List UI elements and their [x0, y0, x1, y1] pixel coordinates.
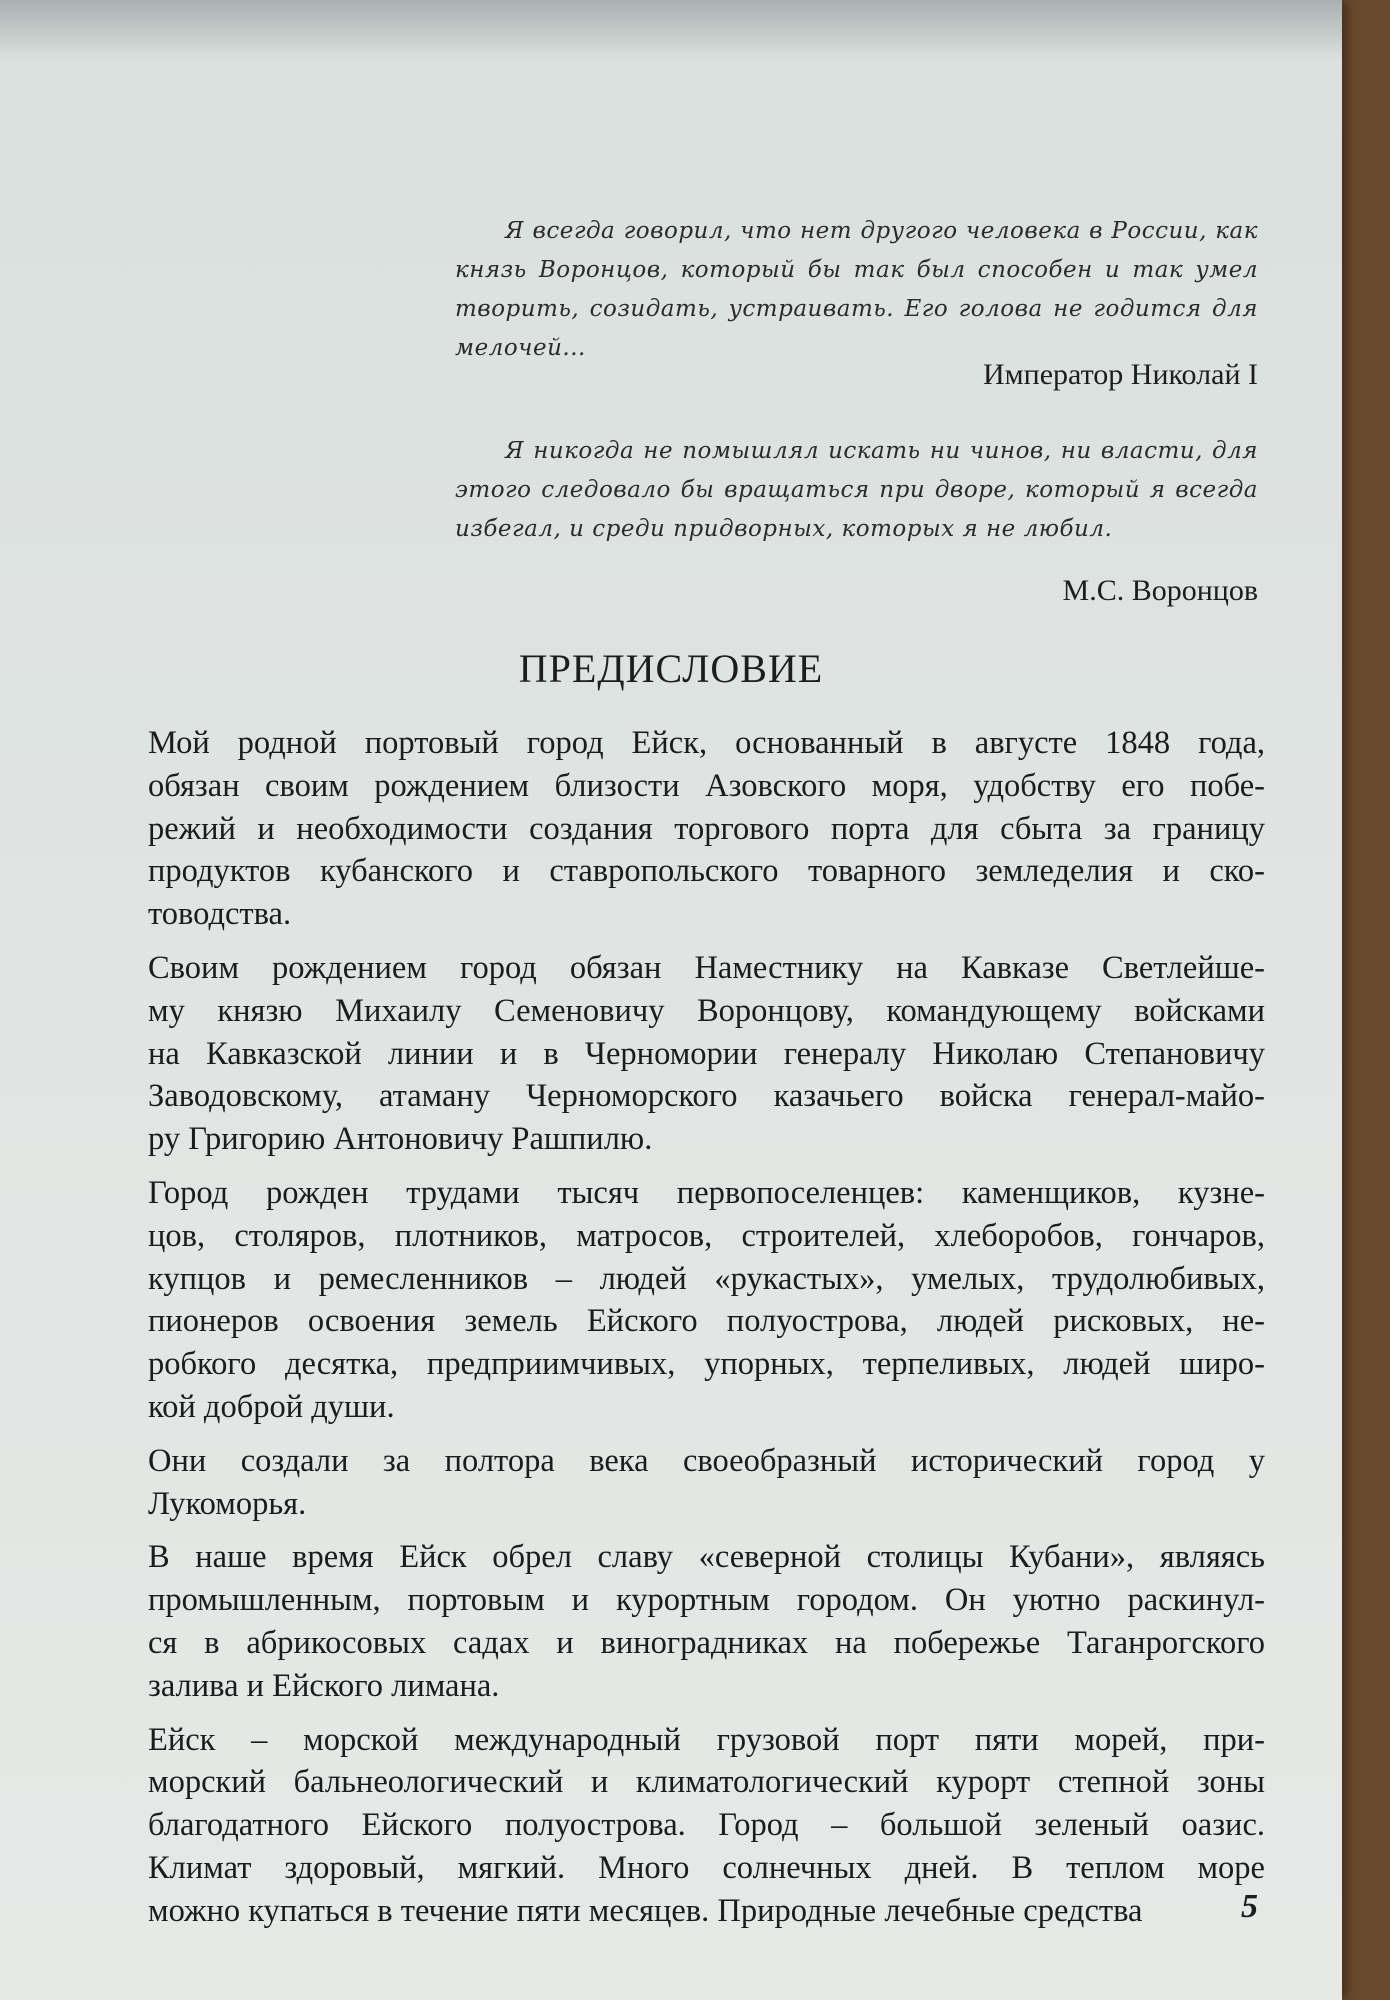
text-line: цов, столяров, плотников, матросов, строителей, хлеборобов, гончаров,: [148, 1217, 1265, 1254]
text-line: промышленным, портовым и курортным городом. Он уютно раскинул-: [148, 1582, 1265, 1619]
body-paragraph: [90, 1536, 1265, 1707]
epigraph-quote: [455, 212, 1258, 368]
text-line: можно купаться в течение пяти месяцев. Природные лечебные средства: [148, 1892, 1143, 1929]
text-line: ру Григорию Антоновичу Рашпилю.: [148, 1121, 653, 1158]
text-line: товодства.: [148, 896, 292, 933]
text-line: му князю Михаилу Семеновичу Воронцову, командующему войсками: [148, 992, 1265, 1029]
text-line: пионеров освоения земель Ейского полуострова, людей рисковых, не-: [148, 1303, 1265, 1340]
body-paragraph: [90, 947, 1265, 1161]
page-shadow: [0, 0, 1342, 60]
body-paragraph: [90, 1719, 1265, 1933]
text-line: Ейск – морской международный грузовой порт пяти морей, при-: [148, 1721, 1265, 1758]
text-line: режий и необходимости создания торгового порта для сбыта за границу: [148, 810, 1265, 847]
text-line: морский бальнеологический и климатологический курорт степной зоны: [148, 1764, 1265, 1801]
page-number: 5: [1241, 1888, 1258, 1925]
section-heading: ПРЕДИСЛОВИЕ: [518, 646, 824, 691]
text-line: В наше время Ейск обрел славу «северной столицы Кубани», являясь: [148, 1539, 1265, 1576]
text-line: Они создали за полтора века своеобразный исторический город у: [148, 1442, 1265, 1479]
text-line: обязан своим рождением близости Азовского моря, удобству его побе-: [148, 767, 1265, 804]
text-line: робкого десятка, предприимчивых, упорных, терпеливых, людей широ-: [148, 1346, 1265, 1383]
body-text: [90, 722, 1265, 1944]
text-line: залива и Ейского лимана.: [148, 1667, 500, 1704]
text-line: Заводовскому, атаману Черноморского казачьего войска генерал-майо-: [148, 1078, 1265, 1115]
epigraph-author: М.С. Воронцов: [1062, 574, 1258, 607]
text-line: кой доброй души.: [148, 1388, 395, 1425]
body-paragraph: [90, 722, 1265, 936]
text-line: Климат здоровый, мягкий. Много солнечных дней. В теплом море: [148, 1849, 1265, 1886]
text-line: благодатного Ейского полуострова. Город – большой зеленый оазис.: [148, 1807, 1265, 1844]
text-line: Своим рождением город обязан Наместнику на Кавказе Светлейше-: [148, 949, 1265, 986]
text-line: на Кавказской линии и в Черномории генералу Николаю Степановичу: [148, 1035, 1265, 1072]
epigraph-quote: [455, 432, 1258, 549]
epigraph-text: Я всегда говорил, что нет другого человека в России, как князь Воронцов, который бы так был способен и так умел творить, созидать, устраивать. Его голова не годится для мелочей...: [455, 218, 1258, 361]
text-line: продуктов кубанского и ставропольского товарного земледелия и ско-: [148, 853, 1265, 890]
text-line: Лукоморья.: [148, 1485, 307, 1522]
body-paragraph: [90, 1172, 1265, 1429]
text-line: Город рожден трудами тысяч первопоселенцев: каменщиков, кузне-: [148, 1174, 1265, 1211]
epigraph-author: Император Николай I: [983, 358, 1258, 391]
body-paragraph: [90, 1440, 1265, 1526]
text-line: купцов и ремесленников – людей «рукастых», умелых, трудолюбивых,: [148, 1260, 1265, 1297]
text-line: ся в абрикосовых садах и виноградниках на побережье Таганрогского: [148, 1624, 1265, 1661]
epigraph-text: Я никогда не помышлял искать ни чинов, ни власти, для этого следовало бы вращаться при дворе, который я всегда избегал, и среди придворных, которых я не любил.: [455, 438, 1258, 542]
text-line: Мой родной портовый город Ейск, основанный в августе 1848 года,: [148, 725, 1265, 761]
